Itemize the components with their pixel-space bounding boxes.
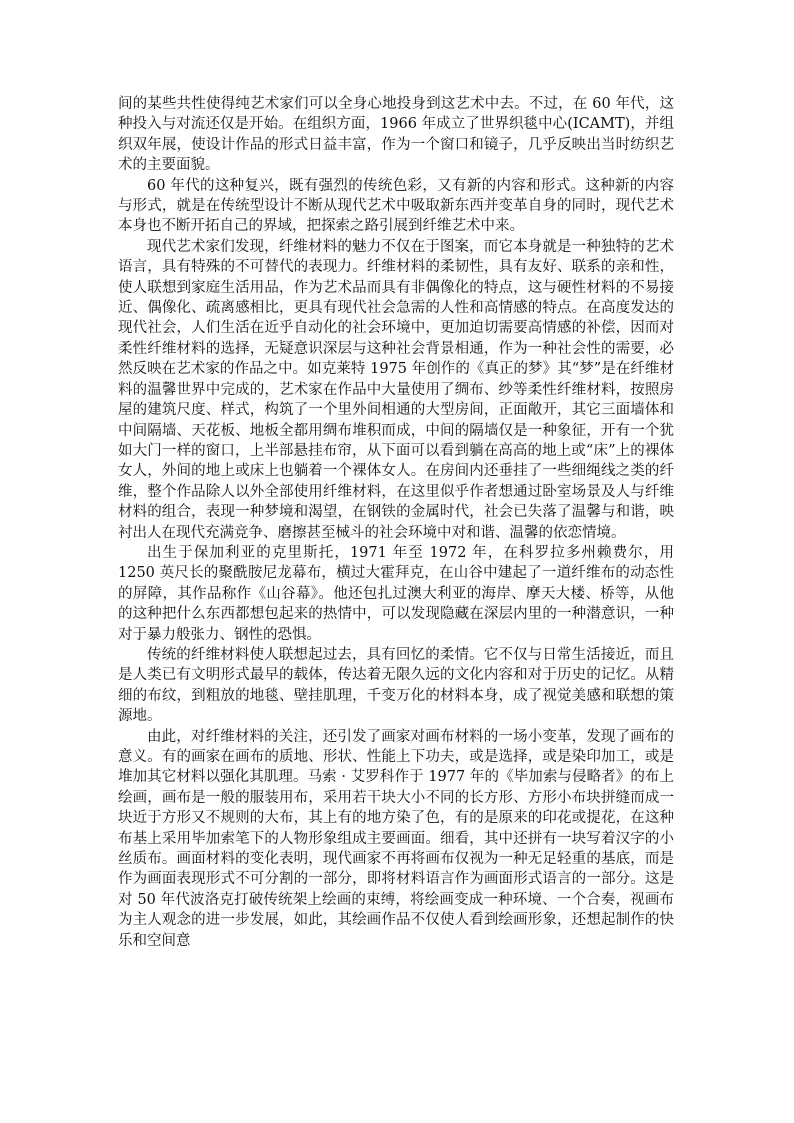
paragraph-2: 60 年代的这种复兴，既有强烈的传统色彩，又有新的内容和形式。这种新的内容与形式，就是在传统型设计不断从现代艺术中吸取新东西并变革自身的同时，现代艺术本身也不断开拓自己的界域，把探索之路引展到纤维艺术中来。 (118, 177, 674, 235)
paragraph-6: 由此，对纤维材料的关注，还引发了画家对画布材料的一场小变革，发现了画布的意义。有的画家在画布的质地、形状、性能上下功夫，或是选择，或是染印加工，或是堆加其它材料以强化其肌理。马索 · 艾罗科作于 1977 年的《毕加索与侵略者》的布上绘画，画布是一般的服装用布，采用若干块大小不同的长方形、方形小布块拼缝而成一块近于方形又不规则的大布，其上有的地方染了色，有的是原来的印花或提花，在这种布基上采用毕加索笔下的人物形象组成主要画面。细看，其中还拼有一块写着汉字的小丝质布。画面材料的变化表明，现代画家不再将画布仅视为一种无足轻重的基底，而是作为画面表现形式不可分割的一部分，即将材料语言作为画面形式语言的一部分。这是对 50 年代波洛克打破传统架上绘画的束缚，将绘画变成一种环境、一个合奏，视画布为主人观念的进一步发展，如此，其绘画作品不仅使人看到绘画形象，还想起制作的快乐和空间意 (118, 728, 674, 949)
paragraph-1: 间的某些共性使得纯艺术家们可以全身心地投身到这艺术中去。不过，在 60 年代，这种投入与对流还仅是开始。在组织方面，1966 年成立了世界织毯中心(ICAMT)，并组织双年展，使设计作品的形式日益丰富，作为一个窗口和镜子，几乎反映出当时纺织艺术的主要面貌。 (118, 96, 674, 174)
paragraph-4: 出生于保加利亚的克里斯托，1971 年至 1972 年，在科罗拉多州赖费尔，用 1250 英尺长的聚酰胺尼龙幕布，横过大霍拜克，在山谷中建起了一道纤维布的动态性的屏障，其作品称作《山谷幕》。他还包扎过澳大利亚的海岸、摩天大楼、桥等，从他的这种把什么东西都想包起来的热情中，可以发现隐藏在深层内里的一种潜意识，一种对于暴力般张力、钢性的恐惧。 (118, 544, 674, 643)
paragraph-5: 传统的纤维材料使人联想起过去，具有回忆的柔情。它不仅与日常生活接近，而且是人类已有文明形式最早的载体，传达着无限久远的文化内容和对于历史的记忆。从精细的布纹，到粗放的地毯、壁挂肌理，千变万化的材料本身，成了视觉美感和联想的策源地。 (118, 646, 674, 725)
paragraph-3: 现代艺术家们发现，纤维材料的魅力不仅在于图案，而它本身就是一种独特的艺术语言，具有特殊的不可替代的表现力。纤维材料的柔韧性，具有友好、联系的亲和性，使人联想到家庭生活用品，作为艺术品而具有非偶像化的特点，这与硬性材料的不易接近、偶像化、疏离感相比，更具有现代社会急需的人性和高情感的特点。在高度发达的现代社会，人们生活在近乎自动化的社会环境中，更加迫切需要高情感的补偿，因而对柔性纤维材料的选择，无疑意识深层与这种社会背景相通，作为一种社会性的需要，必然反映在艺术家的作品之中。如克莱特 1975 年创作的《真正的梦》其“梦”是在纤维材料的温馨世界中完成的，艺术家在作品中大量使用了绸布、纱等柔性纤维材料，按照房屋的建筑尺度、样式，构筑了一个里外间相通的大型房间，正面敞开，其它三面墙体和中间隔墙、天花板、地板全都用绸布堆积而成，中间的隔墙仅是一种象征，开有一个犹如大门一样的窗口，上半部悬挂布帘，从下面可以看到躺在高高的地上或“床”上的裸体女人，外间的地上或床上也躺着一个裸体女人。在房间内还垂挂了一些细绳线之类的纤维，整个作品除人以外全部使用纤维材料，在这里似乎作者想通过卧室场景及人与纤维材料的组合，表现一种梦境和渴望，在钢铁的金属时代，社会已失落了温馨与和谐，映衬出人在现代充满竞争、磨擦甚至械斗的社会环境中对和谐、温馨的依恋情境。 (118, 238, 674, 541)
document-page (118, 94, 674, 951)
